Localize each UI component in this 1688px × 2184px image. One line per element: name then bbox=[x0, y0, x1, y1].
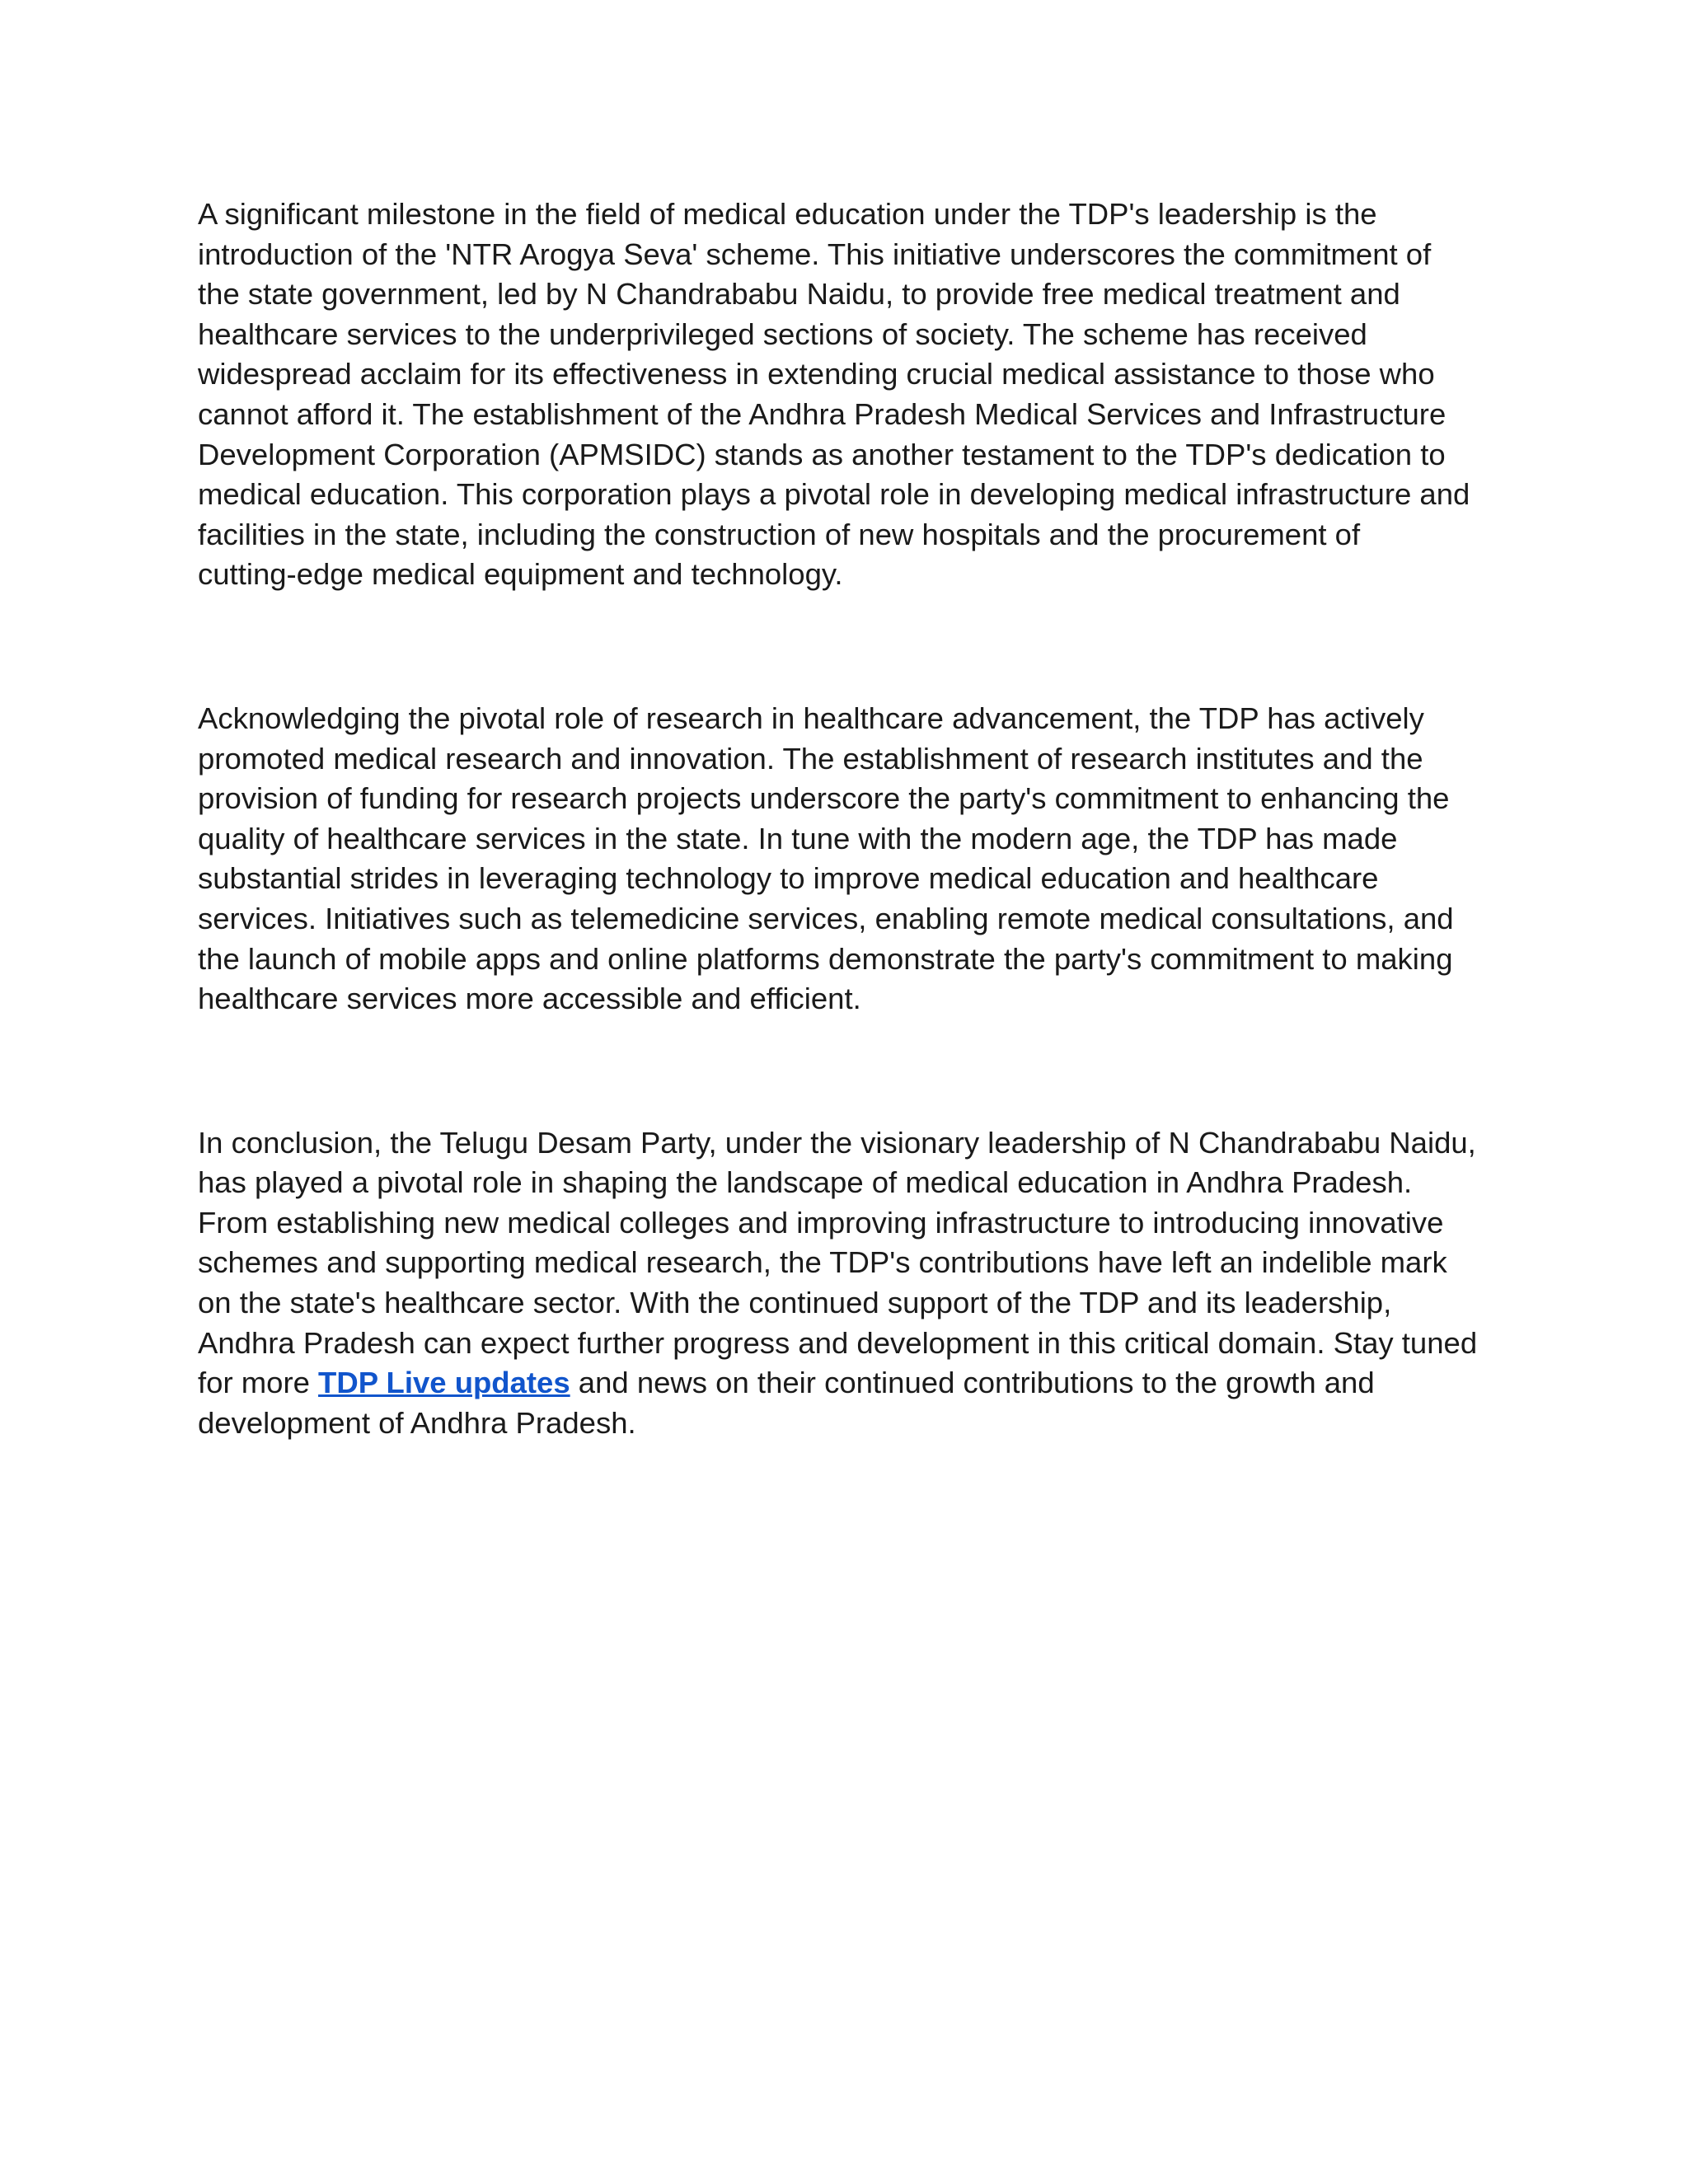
paragraph-conclusion bbox=[198, 1123, 1500, 1444]
text-line: A significant milestone in the field of medical education under the TDP's leadership is the bbox=[198, 197, 1377, 231]
text-line: on the state's healthcare sector. With the continued support of the TDP and its leadership, bbox=[198, 1286, 1392, 1320]
text-line: has played a pivotal role in shaping the landscape of medical education in Andhra Pradesh. bbox=[198, 1165, 1413, 1200]
text-line: schemes and supporting medical research, the TDP's contributions have left an indelible mark bbox=[198, 1245, 1447, 1280]
text-line: the state government, led by N Chandrababu Naidu, to provide free medical treatment and bbox=[198, 277, 1400, 312]
link-line-before: for more bbox=[198, 1366, 319, 1400]
text-line: facilities in the state, including the construction of new hospitals and the procurement of bbox=[198, 517, 1361, 551]
text-line: services. Initiatives such as telemedicine services, enabling remote medical consultations, and bbox=[198, 901, 1454, 935]
text-line: quality of healthcare services in the state. In tune with the modern age, the TDP has made bbox=[198, 821, 1398, 855]
text-line: substantial strides in leveraging technology to improve medical education and healthcare bbox=[198, 861, 1379, 896]
text-line: From establishing new medical colleges and improving infrastructure to introducing innovative bbox=[198, 1205, 1444, 1240]
text-line: introduction of the 'NTR Arogya Seva' scheme. This initiative underscores the commitment of bbox=[198, 237, 1432, 271]
text-line: medical education. This corporation plays a pivotal role in developing medical infrastructure and bbox=[198, 477, 1470, 512]
document-body bbox=[198, 194, 1500, 1443]
text-line: widespread acclaim for its effectiveness in extending crucial medical assistance to those who bbox=[198, 357, 1435, 391]
text-line: provision of funding for research projects underscore the party's commitment to enhancing the bbox=[198, 781, 1450, 816]
paragraph-research-innovation bbox=[198, 699, 1500, 1019]
text-line: the launch of mobile apps and online platforms demonstrate the party's commitment to making bbox=[198, 941, 1453, 976]
text-line: Development Corporation (APMSIDC) stands as another testament to the TDP's dedication to bbox=[198, 437, 1446, 471]
text-line: In conclusion, the Telugu Desam Party, under the visionary leadership of N Chandrababu Naidu, bbox=[198, 1125, 1476, 1160]
paragraph-ntr-arogya-seva bbox=[198, 194, 1500, 595]
text-line: healthcare services to the underprivileged sections of society. The scheme has received bbox=[198, 316, 1367, 351]
text-line: promoted medical research and innovation. The establishment of research institutes and the bbox=[198, 741, 1423, 776]
tdp-live-updates-link[interactable]: TDP Live updates bbox=[318, 1366, 570, 1400]
text-line: Andhra Pradesh can expect further progress and development in this critical domain. Stay tuned bbox=[198, 1325, 1478, 1360]
text-line: cannot afford it. The establishment of the Andhra Pradesh Medical Services and Infrastructure bbox=[198, 396, 1447, 431]
link-line-after: and news on their continued contributions to the growth and bbox=[570, 1366, 1375, 1400]
text-line: cutting-edge medical equipment and technology. bbox=[198, 557, 843, 592]
text-line: development of Andhra Pradesh. bbox=[198, 1405, 636, 1440]
text-line: Acknowledging the pivotal role of research in healthcare advancement, the TDP has actively bbox=[198, 701, 1424, 735]
text-line-with-link bbox=[198, 1363, 1500, 1404]
text-line: healthcare services more accessible and efficient. bbox=[198, 982, 861, 1016]
